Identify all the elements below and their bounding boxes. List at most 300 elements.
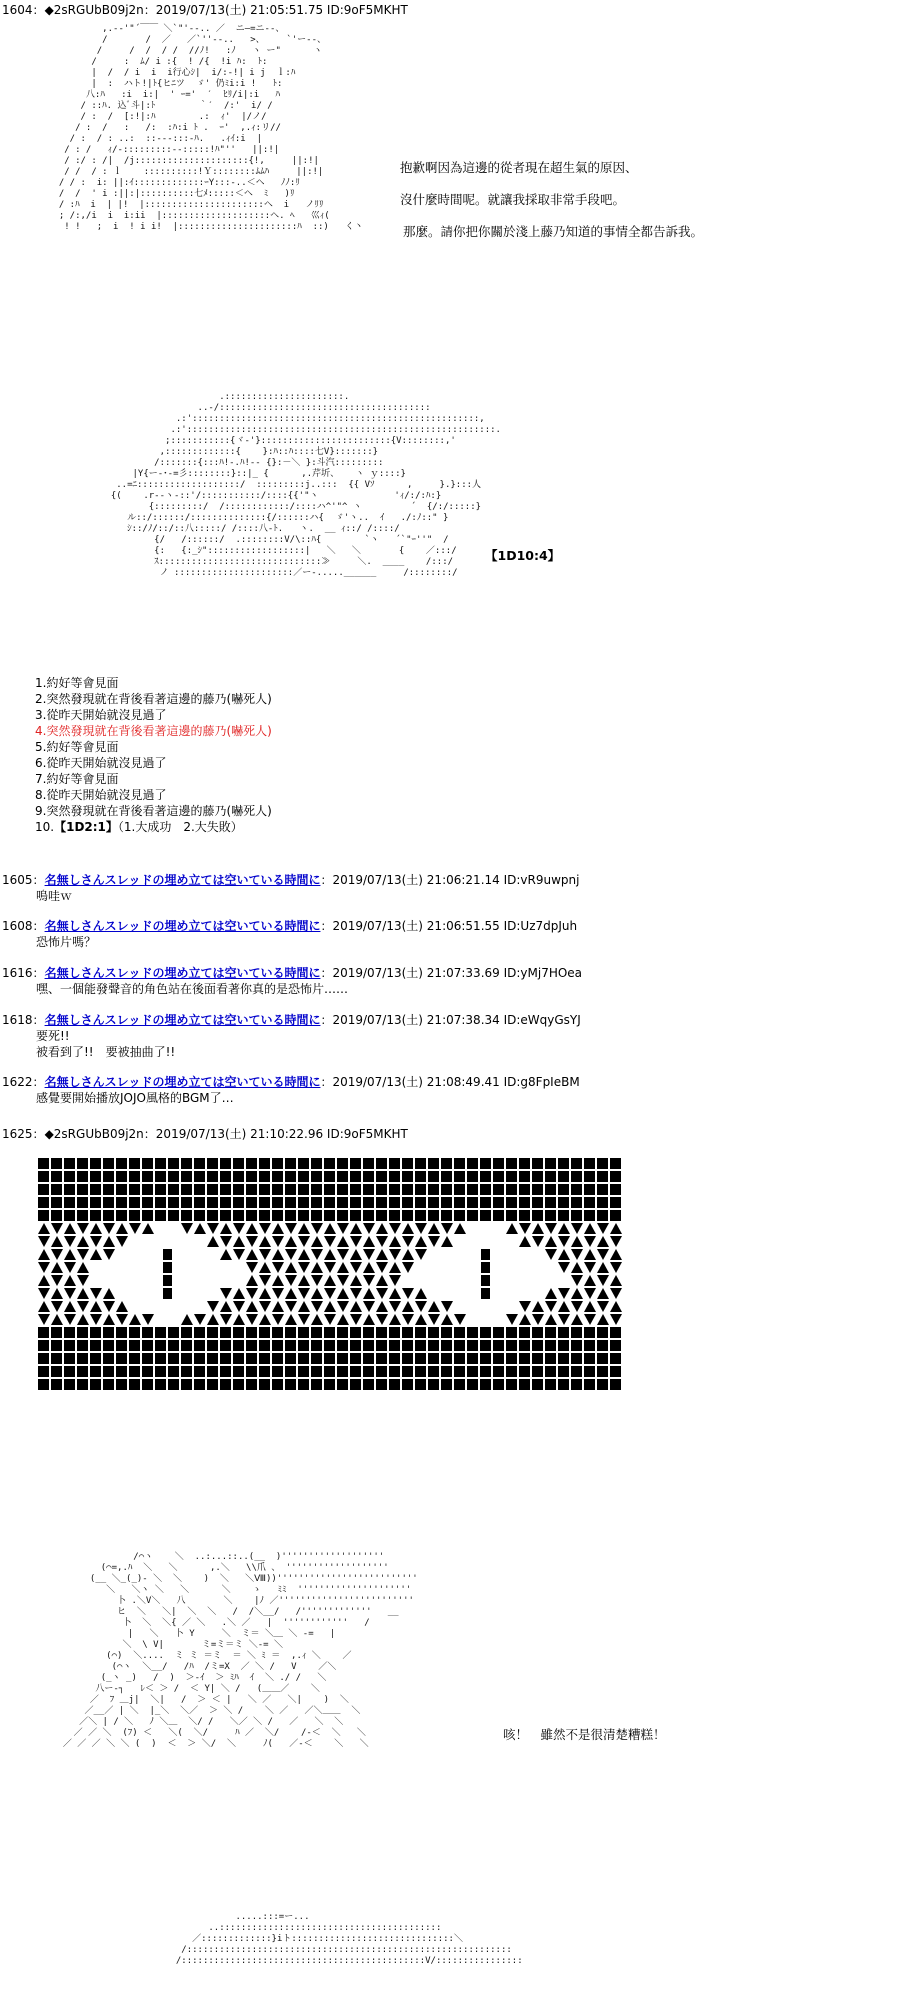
banner-square [129, 1366, 140, 1377]
banner-square [481, 1262, 490, 1273]
banner-triangle [324, 1236, 336, 1247]
banner-square [506, 1353, 517, 1364]
banner-triangle [558, 1301, 570, 1312]
post-meta: ：2019/07/13(土) 21:06:21.14 ID:vR9uwpnj [320, 873, 580, 887]
banner-triangle [441, 1223, 453, 1234]
banner-square [493, 1327, 504, 1338]
banner-square [402, 1171, 413, 1182]
banner-square [532, 1366, 543, 1377]
banner-triangle [389, 1223, 401, 1234]
banner-square [64, 1171, 75, 1182]
banner-square [246, 1353, 257, 1364]
banner-square [311, 1366, 322, 1377]
banner-square [168, 1171, 179, 1182]
banner-triangle [272, 1249, 284, 1260]
banner-triangle [246, 1275, 258, 1286]
banner-square [38, 1210, 49, 1221]
dice-result: 【1D10:4】 [485, 548, 561, 563]
banner-triangle [194, 1223, 206, 1234]
banner-square [506, 1366, 517, 1377]
banner-square [415, 1340, 426, 1351]
banner-triangle [38, 1236, 50, 1247]
banner-square [116, 1327, 127, 1338]
banner-square [441, 1379, 452, 1390]
banner-triangle [389, 1275, 401, 1286]
banner-triangle [116, 1223, 128, 1234]
banner-square [207, 1340, 218, 1351]
banner-square [506, 1379, 517, 1390]
banner-square [415, 1171, 426, 1182]
banner-triangle [220, 1314, 232, 1325]
post-meta: ：2019/07/13(土) 21:08:49.41 ID:g8FpIeBM [320, 1075, 580, 1089]
banner-triangle [389, 1301, 401, 1312]
banner-square [168, 1158, 179, 1169]
banner-square [558, 1353, 569, 1364]
banner-triangle [584, 1262, 596, 1273]
banner-square [597, 1210, 608, 1221]
banner-square [194, 1366, 205, 1377]
banner-square [116, 1353, 127, 1364]
banner-square [480, 1327, 491, 1338]
banner-square [64, 1197, 75, 1208]
banner-square [389, 1353, 400, 1364]
banner-triangle [350, 1314, 362, 1325]
banner-square [129, 1210, 140, 1221]
banner-triangle [64, 1301, 76, 1312]
banner-triangle [285, 1288, 297, 1299]
banner-triangle [532, 1236, 544, 1247]
banner-square [480, 1171, 491, 1182]
banner-triangle [558, 1288, 570, 1299]
banner-triangle [545, 1249, 557, 1260]
poster-name-link[interactable]: 名無しさんスレッドの埋め立ては空いている時間に [44, 966, 321, 980]
banner-square [571, 1327, 582, 1338]
banner-triangle [571, 1223, 583, 1234]
banner-triangle [597, 1301, 609, 1312]
banner-square [571, 1171, 582, 1182]
post-meta: ：2019/07/13(土) 21:10:22.96 ID:9oF5MKHT [143, 1127, 408, 1141]
banner-triangle [103, 1236, 115, 1247]
banner-square [103, 1184, 114, 1195]
choice-item: 2.突然發現就在背後看著這邊的藤乃(嚇死人) [35, 692, 272, 706]
banner-triangle [259, 1301, 271, 1312]
banner-square [181, 1353, 192, 1364]
banner-triangle [259, 1249, 271, 1260]
banner-square [610, 1379, 621, 1390]
banner-square [402, 1327, 413, 1338]
banner-square [220, 1366, 231, 1377]
banner-square [480, 1158, 491, 1169]
banner-square [142, 1184, 153, 1195]
banner-square [246, 1158, 257, 1169]
banner-square [142, 1327, 153, 1338]
banner-square [481, 1275, 490, 1286]
banner-triangle [597, 1314, 609, 1325]
banner-square [90, 1353, 101, 1364]
banner-square [259, 1171, 270, 1182]
banner-triangle [610, 1301, 622, 1312]
banner-triangle [324, 1301, 336, 1312]
banner-square [350, 1171, 361, 1182]
post-1605-header [2, 873, 579, 888]
banner-square [168, 1340, 179, 1351]
banner-square [311, 1171, 322, 1182]
banner-square [311, 1158, 322, 1169]
banner-square [363, 1184, 374, 1195]
banner-square [259, 1158, 270, 1169]
banner-square [584, 1366, 595, 1377]
banner-square [259, 1379, 270, 1390]
banner-square [142, 1171, 153, 1182]
banner-square [597, 1197, 608, 1208]
banner-square [350, 1379, 361, 1390]
banner-triangle [350, 1288, 362, 1299]
banner-square [64, 1340, 75, 1351]
banner-square [103, 1327, 114, 1338]
post-separator: ： [32, 1127, 45, 1141]
banner-square [272, 1171, 283, 1182]
banner-square [350, 1353, 361, 1364]
banner-triangle [272, 1236, 284, 1247]
banner-triangle [532, 1223, 544, 1234]
banner-square [415, 1353, 426, 1364]
banner-square [545, 1197, 556, 1208]
banner-square [142, 1379, 153, 1390]
banner-square [363, 1340, 374, 1351]
banner-triangle [51, 1223, 63, 1234]
banner-square [64, 1184, 75, 1195]
banner-square [376, 1210, 387, 1221]
banner-square [337, 1171, 348, 1182]
banner-triangle [298, 1301, 310, 1312]
banner-square [337, 1379, 348, 1390]
banner-square [259, 1197, 270, 1208]
banner-triangle [90, 1236, 102, 1247]
banner-square [532, 1327, 543, 1338]
banner-square [467, 1158, 478, 1169]
banner-triangle [103, 1249, 115, 1260]
banner-square [545, 1210, 556, 1221]
banner-square [207, 1353, 218, 1364]
banner-square [506, 1171, 517, 1182]
banner-triangle [350, 1262, 362, 1273]
banner-square [584, 1171, 595, 1182]
banner-triangle [558, 1249, 570, 1260]
banner-triangle [415, 1301, 427, 1312]
ascii-art-character-4: .....:::=ー... ..::::::::::::::::::::::::::::::::::::::::: ／:::::::::::::}iト::::::::::::::::::::::::::::::＼ /:::::::::::::::::::::::::::::::::::::::::::::::::::::::::::: /:::::::::::::::::::::::::::::::::::::::::::::V/:::::::::::::::: [175, 1912, 523, 1966]
banner-square [168, 1327, 179, 1338]
banner-square [168, 1353, 179, 1364]
banner-square [90, 1210, 101, 1221]
banner-square [194, 1379, 205, 1390]
banner-square [545, 1327, 556, 1338]
banner-square [220, 1353, 231, 1364]
banner-triangle [324, 1249, 336, 1260]
banner-square [545, 1366, 556, 1377]
banner-square [220, 1327, 231, 1338]
choice-item: 1.約好等會見面 [35, 676, 119, 690]
banner-square [298, 1210, 309, 1221]
choice-10-options: （1.大成功 2.大失敗） [117, 820, 243, 834]
ascii-art-character-1: ,.-‐'"´￣￣ ＼`"'‐-.. ／ ニ—=ニ‐-、 / / ／ ／`''‐-.. >、 `'ー‐-、 / / / / / //ﾉ! :ﾉ ヽ ー" ヽ / : ﾑ/ i :{ ! /{ !i ﾊ: ﾄ: | / / i i i行心ｼ| i/:-!| i j ｌ:ﾊ | : ハト!|ﾄ{ヒﾆツ ゞ' 仍ﾐi:i ! ﾄ: 八:ﾊ :i i:| ' ｰ=' ′ ﾋﾘ/i|:i ﾊ / ::ﾊ. 込ﾞ斗|:ﾄ ｀′ /:' i/ / / : / [:!|:ﾊ .: ｨ' |/ノ/ / : / : /: :ﾊ:i ﾄ . ｰ' ,.ｨ:リ// / : / : ..: ::---:::-ﾊ. .ｨｲ:i | / : / ｨ/-:::::::::--:::::!ﾊ"'' ||:!| / :/ : /| /j:::::::::::::::::::::{!, ||:!| / / / : ｌ ::::::::::!Ｙ::::::::ﾑﾑﾊ ||:!| / / : i: ||:ｲ:::::::::::::ｰY:::-..＜ヘ ﾉﾉ:ﾘ / / ' i :||:|::::::::::七ﾒ:::::＜ヘ ﾐ )ﾘ / :ﾊ i | |! |::::::::::::::::::::::ヘ i ノﾘﾘ ; /:,/i i i:ii |::::::::::::::::::::ヘ. ﾍ 巛ｨ( ! ! ; i ! i i! |::::::::::::::::::::::ﾊ ::) く丶 [58, 24, 364, 232]
banner-square [597, 1366, 608, 1377]
banner-square [558, 1210, 569, 1221]
banner-triangle [38, 1223, 50, 1234]
banner-square [194, 1327, 205, 1338]
banner-square [155, 1184, 166, 1195]
banner-square [38, 1158, 49, 1169]
banner-triangle [246, 1301, 258, 1312]
banner-triangle [610, 1314, 622, 1325]
banner-square [519, 1353, 530, 1364]
banner-triangle [103, 1223, 115, 1234]
banner-square [311, 1379, 322, 1390]
banner-triangle [389, 1314, 401, 1325]
banner-square [324, 1197, 335, 1208]
banner-square [246, 1366, 257, 1377]
post-meta: ：2019/07/13(土) 21:05:51.75 ID:9oF5MKHT [143, 3, 408, 17]
banner-triangle [415, 1223, 427, 1234]
banner-square [389, 1379, 400, 1390]
banner-square [597, 1340, 608, 1351]
banner-square [77, 1171, 88, 1182]
banner-square [467, 1379, 478, 1390]
banner-square [597, 1184, 608, 1195]
banner-triangle [428, 1236, 440, 1247]
banner-square [610, 1210, 621, 1221]
banner-square [519, 1158, 530, 1169]
banner-square [311, 1197, 322, 1208]
banner-square [311, 1353, 322, 1364]
banner-square [402, 1340, 413, 1351]
banner-square [584, 1327, 595, 1338]
banner-square [181, 1379, 192, 1390]
banner-triangle [363, 1236, 375, 1247]
post-separator: ： [32, 919, 45, 933]
banner-square [285, 1327, 296, 1338]
banner-triangle [77, 1249, 89, 1260]
banner-square [376, 1340, 387, 1351]
banner-square [415, 1158, 426, 1169]
banner-square [571, 1340, 582, 1351]
post-meta: ：2019/07/13(土) 21:06:51.55 ID:Uz7dpJuh [320, 919, 578, 933]
banner-square [480, 1197, 491, 1208]
banner-square [337, 1353, 348, 1364]
banner-triangle [272, 1262, 284, 1273]
banner-triangle [220, 1249, 232, 1260]
poster-name-link[interactable]: 名無しさんスレッドの埋め立ては空いている時間に [44, 1013, 321, 1027]
banner-triangle [389, 1288, 401, 1299]
banner-triangle [259, 1314, 271, 1325]
banner-square [324, 1353, 335, 1364]
choice-10-dice: 【1D2:1】 [54, 820, 118, 834]
banner-square [363, 1210, 374, 1221]
banner-square [545, 1353, 556, 1364]
banner-square [116, 1340, 127, 1351]
banner-triangle [311, 1301, 323, 1312]
banner-triangle [402, 1288, 414, 1299]
banner-square [298, 1327, 309, 1338]
banner-triangle [233, 1288, 245, 1299]
banner-triangle [402, 1262, 414, 1273]
banner-triangle [246, 1262, 258, 1273]
banner-square [584, 1197, 595, 1208]
banner-square [246, 1379, 257, 1390]
banner-square [207, 1327, 218, 1338]
banner-square [181, 1327, 192, 1338]
banner-square [558, 1184, 569, 1195]
banner-square [532, 1184, 543, 1195]
post-number: 1618 [2, 1013, 33, 1027]
banner-triangle [259, 1288, 271, 1299]
banner-square [532, 1353, 543, 1364]
banner-triangle [311, 1262, 323, 1273]
post-1604-header [2, 3, 408, 18]
banner-square [558, 1327, 569, 1338]
banner-triangle [519, 1314, 531, 1325]
banner-square [90, 1379, 101, 1390]
poster-name-link[interactable]: 名無しさんスレッドの埋め立ては空いている時間に [44, 1075, 321, 1089]
banner-square [311, 1210, 322, 1221]
banner-triangle [506, 1223, 518, 1234]
banner-triangle [285, 1262, 297, 1273]
banner-triangle [51, 1262, 63, 1273]
banner-triangle [597, 1249, 609, 1260]
banner-square [402, 1184, 413, 1195]
banner-square [103, 1366, 114, 1377]
banner-square [389, 1197, 400, 1208]
banner-triangle [402, 1249, 414, 1260]
banner-square [77, 1379, 88, 1390]
banner-square [38, 1327, 49, 1338]
banner-square [194, 1340, 205, 1351]
choice-item: 6.從昨天開始就沒見過了 [35, 756, 167, 770]
banner-triangle [207, 1223, 219, 1234]
banner-triangle [597, 1223, 609, 1234]
banner-triangle [64, 1223, 76, 1234]
banner-square [519, 1184, 530, 1195]
banner-square [363, 1353, 374, 1364]
banner-triangle [428, 1314, 440, 1325]
banner-triangle [207, 1236, 219, 1247]
banner-square [571, 1353, 582, 1364]
banner-triangle [259, 1262, 271, 1273]
banner-triangle [116, 1236, 128, 1247]
banner-triangle [337, 1301, 349, 1312]
banner-square [558, 1379, 569, 1390]
banner-triangle [142, 1314, 154, 1325]
banner-triangle [519, 1223, 531, 1234]
banner-square [441, 1327, 452, 1338]
post-1616-body: 嘿、一個能發聲音的角色站在後面看著你真的是恐怖片…… [36, 982, 349, 996]
banner-square [597, 1379, 608, 1390]
post-1622-body: 感覺要開始播放JOJO風格的BGM了… [36, 1091, 234, 1105]
banner-square [337, 1366, 348, 1377]
banner-square [207, 1210, 218, 1221]
banner-square [90, 1366, 101, 1377]
banner-triangle [376, 1236, 388, 1247]
banner-triangle [298, 1236, 310, 1247]
banner-square [415, 1366, 426, 1377]
banner-triangle [584, 1301, 596, 1312]
banner-square [558, 1197, 569, 1208]
banner-triangle [363, 1301, 375, 1312]
banner-triangle [181, 1223, 193, 1234]
banner-triangle [181, 1314, 193, 1325]
banner-square [246, 1340, 257, 1351]
banner-triangle [545, 1314, 557, 1325]
banner-square [493, 1171, 504, 1182]
banner-triangle [571, 1249, 583, 1260]
banner-triangle [324, 1288, 336, 1299]
banner-triangle [207, 1301, 219, 1312]
banner-square [337, 1158, 348, 1169]
poster-name-link[interactable]: 名無しさんスレッドの埋め立ては空いている時間に [44, 873, 321, 887]
banner-square [155, 1171, 166, 1182]
banner-triangle [610, 1223, 622, 1234]
dialog-line-2: 沒什麼時間呢。就讓我採取非常手段吧。 [400, 192, 626, 207]
banner-triangle [571, 1314, 583, 1325]
banner-square [363, 1366, 374, 1377]
banner-square [558, 1340, 569, 1351]
banner-triangle [272, 1275, 284, 1286]
banner-square [428, 1340, 439, 1351]
banner-triangle [350, 1249, 362, 1260]
banner-square [337, 1210, 348, 1221]
banner-square [168, 1184, 179, 1195]
post-number: 1622 [2, 1075, 33, 1089]
choice-item-10 [35, 820, 243, 835]
banner-triangle [337, 1223, 349, 1234]
banner-square [51, 1184, 62, 1195]
banner-square [454, 1379, 465, 1390]
banner-square [207, 1171, 218, 1182]
ascii-art-character-3: /⌒ヽ ＼ ..:...::..(__ )''''''''''''''''''' (⌒=,.ﾊ ＼ ＼ ,.＼ \\爪 、 ''''''''''''''''''' (__ ＼_(_)- ＼ ＼ ) ＼ ＼Ⅷ))'''''''''''''''''''''''''' ＼ ＼ヽ ＼ ＼ ＼ ゝ ﾐﾐ ''''''''''''''''''''' 卜 .＼V＼ 八 ＼ |ﾉ ／''''''''''''''''''''''''' ヒ ＼ ＼| ＼ ＼ / /＼__/ /''''''''''''' __ 卜 ＼ ＼{ ／ ＼ .＼ ／ | '''''''''''' / | ＼ 卜 Y ＼ ミ＝ ＼＿ ＼ -= | ＼ \ V| ミ=ミ＝ミ ＼-= ＼ (⌒) ＼.... ミ ミ ＝ミ ＝ ＼ ﾐ ＝ ,.ｨ ＼ ／ (⌒ヽ ＼__/ /ﾊ /ミ=X ／ ＼ / V ／＼ (_ヽ _) / ) ＞-ｲ ＞ ﾐﾊ ｲ ＼ ./ / ＼ 八ー‐┐ ﾚ＜ ＞ / ＜ Y| ＼ / (＿＿／ ＼ ／ ﾌ ＿j| ＼| / ＞ ＜ | ＼ ／ ＼| ) ＼ ／__／ | ＼ |_＼ ＼／ ＞ ＼ / ＼ ／ ／＼＿＿ ＼ ／＼ | / ＼ ﾉ ＼＿ ＼/ / ＼／ ＼ / ／ ＼ ＼ ／ ／ ＼ (ﾌ) ＜ ＼( ＼/ ﾊ ／ ＼/ /-＜ ＼ ＼ ／ ／ ／ ＼ ＼ ( ) ＜ ＞ ＼/ ＼ ﾉ( ／-＜ ＼ ＼ [62, 1552, 418, 1749]
banner-square [207, 1379, 218, 1390]
banner-square [298, 1353, 309, 1364]
banner-square [454, 1366, 465, 1377]
poster-name-link[interactable]: 名無しさんスレッドの埋め立ては空いている時間に [44, 919, 321, 933]
banner-square [285, 1171, 296, 1182]
banner-triangle [350, 1236, 362, 1247]
banner-square [350, 1340, 361, 1351]
banner-triangle [90, 1301, 102, 1312]
banner-square [163, 1288, 172, 1299]
banner-triangle [337, 1262, 349, 1273]
banner-square [220, 1158, 231, 1169]
banner-triangle [90, 1314, 102, 1325]
banner-triangle [77, 1301, 89, 1312]
banner-square [233, 1158, 244, 1169]
banner-square [163, 1275, 172, 1286]
banner-square [77, 1340, 88, 1351]
banner-triangle [51, 1314, 63, 1325]
banner-triangle [571, 1275, 583, 1286]
banner-square [571, 1379, 582, 1390]
banner-square [311, 1340, 322, 1351]
banner-square [272, 1158, 283, 1169]
banner-square [194, 1197, 205, 1208]
banner-triangle [285, 1301, 297, 1312]
banner-square [480, 1379, 491, 1390]
banner-triangle [337, 1314, 349, 1325]
banner-square [481, 1249, 490, 1260]
banner-triangle [103, 1314, 115, 1325]
banner-triangle [90, 1249, 102, 1260]
banner-square [155, 1210, 166, 1221]
banner-triangle [103, 1288, 115, 1299]
banner-square [155, 1340, 166, 1351]
